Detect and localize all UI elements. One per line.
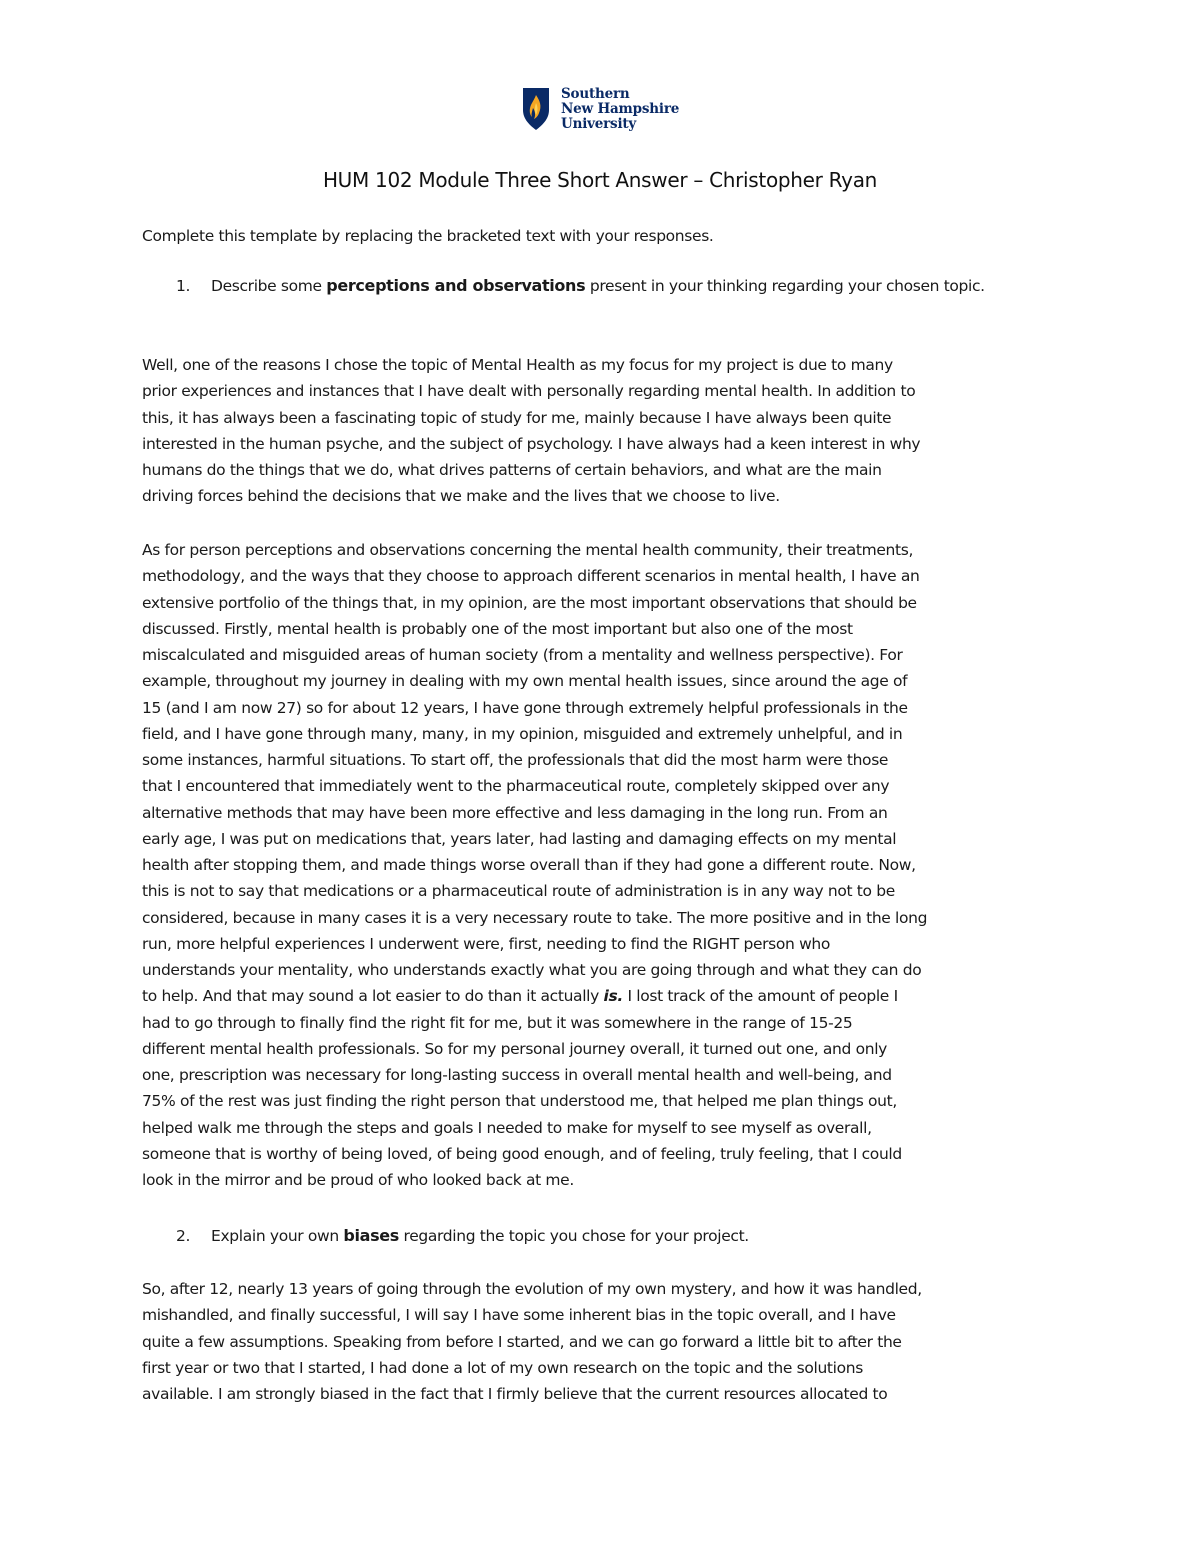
question-1-emphasis: perceptions and observations	[326, 276, 586, 295]
paragraph-line: some instances, harmful situations. To start off, the professionals that did the most harm were those	[142, 751, 889, 769]
paragraph-line: look in the mirror and be proud of who looked back at me.	[142, 1171, 574, 1189]
paragraph-line: that I encountered that immediately went to the pharmaceutical route, completely skipped over any	[142, 777, 890, 796]
paragraph-line: available. I am strongly biased in the fact that I firmly believe that the current resources allocated to	[142, 1385, 888, 1403]
paragraph-line: driving forces behind the decisions that we make and the lives that we choose to live.	[142, 487, 780, 506]
paragraph-line: As for person perceptions and observations concerning the mental health community, their treatments,	[142, 541, 914, 559]
paragraph-line: this is not to say that medications or a pharmaceutical route of administration is in any way not to be	[142, 882, 895, 901]
question-1-text	[211, 273, 1072, 299]
paragraph-line: 15 (and I am now 27) so for about 12 years, I have gone through extremely helpful professionals in the	[142, 698, 908, 717]
line-text-before: to help. And that may sound a lot easier to do than it actually	[142, 987, 604, 1006]
paragraph-line: run, more helpful experiences I underwent were, first, needing to find the RIGHT person who	[142, 934, 831, 953]
paragraph-line: early age, I was put on medications that, years later, had lasting and damaging effects on my mental	[142, 829, 897, 848]
paragraph-line: mishandled, and finally successful, I will say I have some inherent bias in the topic overall, and I have	[142, 1306, 896, 1325]
paragraph-line: quite a few assumptions. Speaking from before I started, and we can go forward a little bit to after the	[142, 1332, 902, 1351]
paragraph-line: interested in the human psyche, and the subject of psychology. I have always had a keen interest in why	[142, 434, 921, 453]
question-2-number: 2.	[176, 1227, 191, 1245]
paragraph-line: first year or two that I started, I had done a lot of my own research on the topic and the solutions	[142, 1358, 863, 1377]
answer-1-paragraph-2	[142, 537, 1092, 1193]
logo-line-3: University	[561, 115, 637, 132]
paragraph-line: miscalculated and misguided areas of human society (from a mentality and wellness perspective). For	[142, 646, 903, 664]
emphasized-word: is.	[603, 987, 623, 1006]
paragraph-line: 75% of the rest was just finding the right person that understood me, that helped me plan things out,	[142, 1092, 897, 1111]
question-1	[142, 273, 1072, 299]
paragraph-line: had to go through to finally find the right fit for me, but it was somewhere in the range of 15-25	[142, 1013, 853, 1032]
paragraph-line-with-emphasis	[142, 983, 1092, 1009]
snhu-shield-icon	[521, 86, 551, 132]
template-instructions: Complete this template by replacing the bracketed text with your responses.	[142, 227, 714, 245]
university-name	[561, 87, 679, 132]
question-2-text	[211, 1223, 1072, 1249]
document-title: HUM 102 Module Three Short Answer – Christopher Ryan	[322, 168, 878, 192]
university-logo	[521, 84, 679, 134]
paragraph-line: different mental health professionals. So for my personal journey overall, it turned out one, and only	[142, 1039, 887, 1058]
paragraph-line: considered, because in many cases it is a very necessary route to take. The more positive and in the long	[142, 908, 928, 927]
logo-line-1: Southern	[561, 85, 630, 102]
question-2-prefix: Explain your own	[211, 1227, 344, 1245]
question-1-suffix: present in your thinking regarding your chosen topic.	[585, 277, 985, 295]
answer-2-paragraph-1	[142, 1276, 1092, 1407]
question-2-emphasis: biases	[343, 1226, 399, 1245]
paragraph-line: this, it has always been a fascinating topic of study for me, mainly because I have always been quite	[142, 408, 892, 427]
question-2	[142, 1223, 1072, 1249]
paragraph-line: helped walk me through the steps and goals I needed to make for myself to see myself as overall,	[142, 1118, 872, 1137]
question-1-prefix: Describe some	[211, 277, 327, 295]
paragraph-line: methodology, and the ways that they choose to approach different scenarios in mental health, I have an	[142, 567, 920, 586]
paragraph-line: Well, one of the reasons I chose the topic of Mental Health as my focus for my project is due to many	[142, 356, 893, 374]
answer-1-paragraph-1	[142, 352, 1092, 510]
paragraph-line: extensive portfolio of the things that, in my opinion, are the most important observations that should be	[142, 593, 917, 612]
paragraph-line: alternative methods that may have been more effective and less damaging in the long run. From an	[142, 803, 888, 822]
line-text-after: I lost track of the amount of people I	[622, 987, 898, 1006]
paragraph-line: someone that is worthy of being loved, of being good enough, and of feeling, truly feeling, that I could	[142, 1144, 902, 1163]
paragraph-line: one, prescription was necessary for long-lasting success in overall mental health and well-being, and	[142, 1066, 892, 1084]
paragraph-line: example, throughout my journey in dealing with my own mental health issues, since around the age of	[142, 672, 908, 691]
paragraph-line: understands your mentality, who understands exactly what you are going through and what they can do	[142, 961, 922, 979]
logo-line-2: New Hampshire	[561, 100, 680, 117]
question-2-suffix: regarding the topic you chose for your project.	[398, 1227, 749, 1245]
paragraph-line: health after stopping them, and made things worse overall than if they had gone a different route. Now,	[142, 856, 916, 874]
paragraph-line: So, after 12, nearly 13 years of going through the evolution of my own mystery, and how it was handled,	[142, 1280, 922, 1298]
paragraph-line: humans do the things that we do, what drives patterns of certain behaviors, and what are the main	[142, 461, 882, 479]
paragraph-line: field, and I have gone through many, many, in my opinion, misguided and extremely unhelpful, and in	[142, 724, 903, 743]
paragraph-line: prior experiences and instances that I have dealt with personally regarding mental health. In addition to	[142, 382, 916, 401]
paragraph-line: discussed. Firstly, mental health is probably one of the most important but also one of the most	[142, 619, 853, 638]
question-1-number: 1.	[176, 277, 191, 295]
